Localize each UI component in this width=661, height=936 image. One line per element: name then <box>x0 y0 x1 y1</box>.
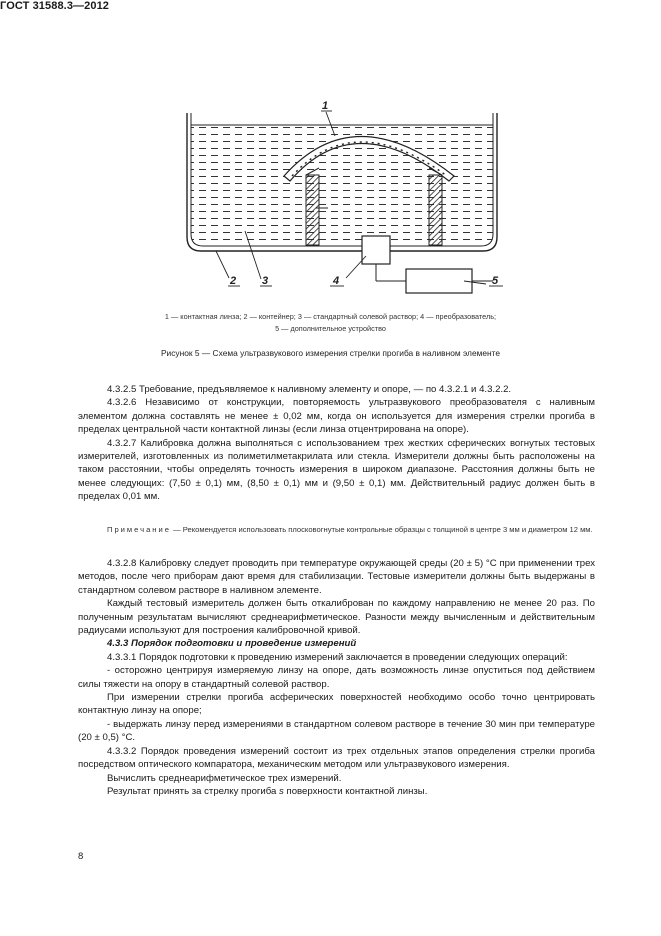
paragraph-aspheric: При измерении стрелки прогиба асферических поверхностей необходимо особо точно центрировать контактную линзу на опоре; <box>78 692 595 717</box>
list-item-centering: - осторожно центрируя измеряемую линзу на опоре, дать возможность линзе опуститься под действием силы тяжести на опору в стандартный солевой раствор. <box>78 665 595 690</box>
document-header: ГОСТ 31588.3—2012 <box>0 0 110 12</box>
transducer <box>362 236 390 264</box>
note-text: — Рекомендуется использовать плосковогнутые контрольные образцы с толщиной в центре 3 мм и диаметром 12 мм. <box>170 525 593 534</box>
paragraph-calibration: Каждый тестовый измеритель должен быть откалиброван по каждому направлению не менее 20 раз. По полученным результатам вычисляют среднеарифметическое. Разности между вычисленным и действительным радиусами используют для построения калибровочной кривой. <box>78 598 595 637</box>
list-item-soak: - выдержать линзу перед измерениями в стандартном солевом растворе в течение 30 мин при температуре (20 ± 0,5) °С. <box>78 718 595 744</box>
ultrasonic-measurement-diagram <box>150 96 510 306</box>
paragraph-4-3-2-6: 4.3.2.6 Независимо от конструкции, повторяемость ультразвукового преобразователя с наливным элементом должна составлять не менее ± 0,02 мм, когда он используется для измерения стрелки прогиба в пределах центральной части контактной линзы (если линза отцентрирована на опоре). <box>78 397 595 436</box>
paragraph-4-3-2-5: 4.3.2.5 Требование, предъявляемое к наливному элементу и опоре, — по 4.3.2.1 и 4.3.2.2. <box>107 384 512 395</box>
label-4: 4 <box>333 275 340 287</box>
paragraph-4-3-3-1: 4.3.3.1 Порядок подготовки к проведению измерений заключается в проведении следующих операций: <box>107 651 568 663</box>
figure-legend-line1: 1 — контактная линза; 2 — контейнер; 3 — стандартный солевой раствор; 4 — преобразователь; <box>164 312 497 321</box>
support-right <box>429 175 442 245</box>
figure-caption: Рисунок 5 — Схема ультразвукового измерения стрелки прогиба в наливном элементе <box>160 348 501 358</box>
label-5: 5 <box>492 275 499 287</box>
note <box>78 524 595 536</box>
label-3: 3 <box>262 275 269 287</box>
paragraph-4-3-2-8: 4.3.2.8 Калибровку следует проводить при температуре окружающей среды (20 ± 5) °С при применении трех методов, после чего приборам дают время для стабилизации. Тестовые измерители должны быть выдержаны в стандартном солевом растворе в наливном элементе. <box>78 558 595 596</box>
section-4-3-2 <box>78 383 595 504</box>
paragraph-average: Вычислить среднеарифметическое трех измерений. <box>107 772 342 784</box>
label-2: 2 <box>230 275 237 287</box>
note-label: Примечание <box>107 525 171 534</box>
page-number: 8 <box>78 851 84 862</box>
support-left <box>306 175 319 245</box>
subsection-heading-4-3-3: 4.3.3 Порядок подготовки и проведение измерений <box>107 638 357 650</box>
label-1: 1 <box>322 100 329 112</box>
paragraph-4-3-3-2: 4.3.3.2 Порядок проведения измерений состоит из трех отдельных этапов определения стрелки прогиба посредством оптического компаратора, механическим методом или ультразвукового измерения. <box>78 745 595 771</box>
figure-legend-line2: 5 — дополнительное устройство <box>275 324 386 333</box>
paragraph-4-3-2-7: 4.3.2.7 Калибровка должна выполняться с использованием трех жестких сферических вогнутых тестовых измерителей, изготовленных из полиметилметакрилата или стекла. Измерители должны быть расположены на таком расстоянии, чтобы определять точность измерения в широком диапазоне. Расстояния должны быть не менее следующих: (7,50 ± 0,1) мм, (8,50 ± 0,1) мм и (9,50 ± 0,1) мм. Действительный радиус должен быть в пределах 0,01 мм. <box>78 437 595 503</box>
section-4-3-2-8 <box>78 557 595 798</box>
additional-device <box>406 269 472 293</box>
paragraph-result: Результат принять за стрелку прогиба s поверхности контактной линзы. <box>107 785 428 797</box>
